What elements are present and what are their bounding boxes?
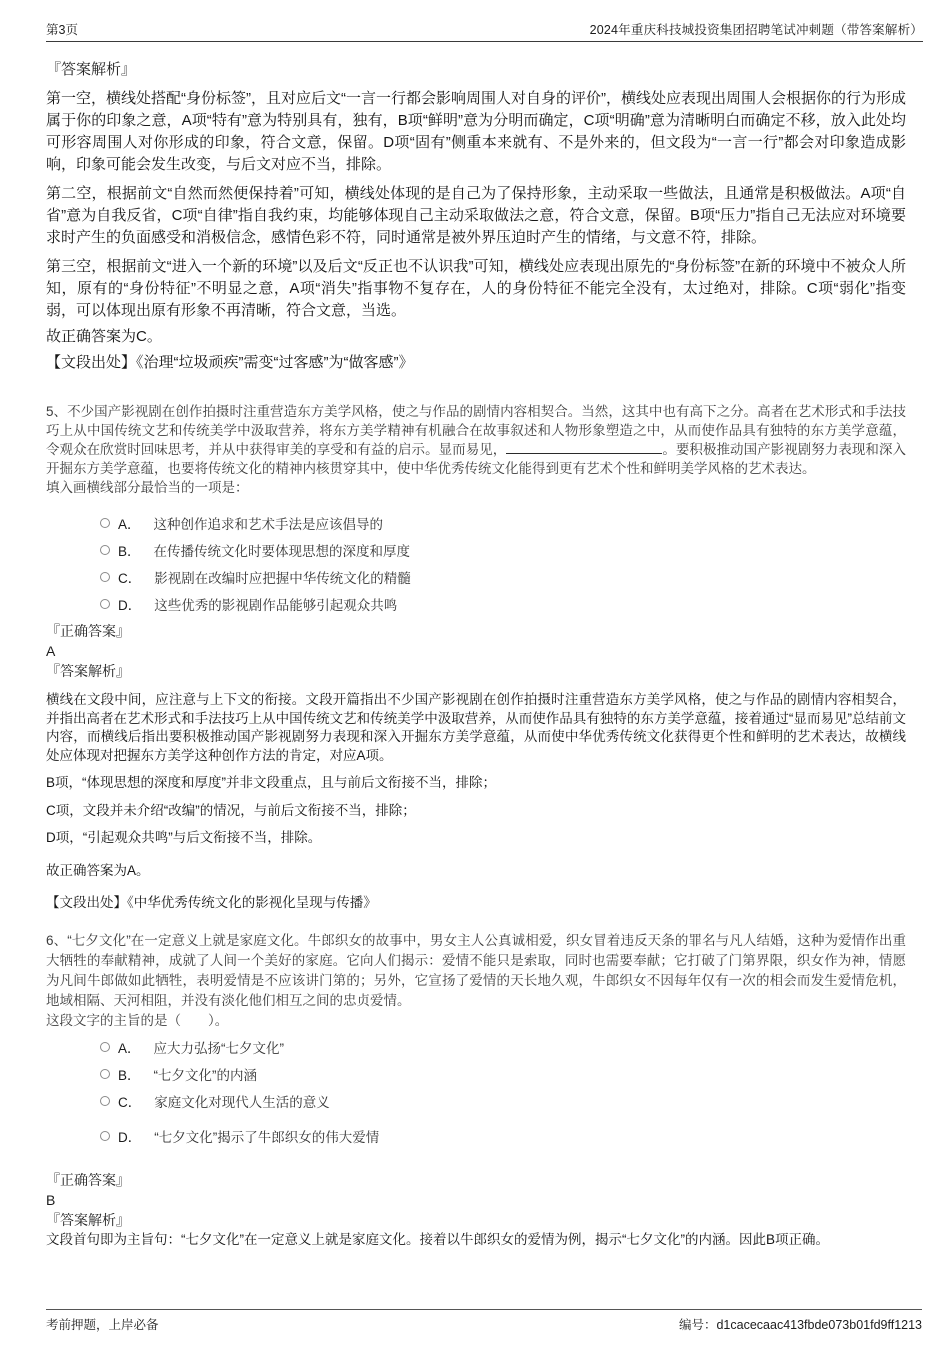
analysis-label: 『答案解析』: [46, 61, 137, 78]
option-text: 影视剧在改编时应把握中华传统文化的精髓: [154, 570, 411, 586]
option-text: 这些优秀的影视剧作品能够引起观众共鸣: [154, 597, 398, 613]
verdict-text: 故正确答案为A。: [46, 862, 150, 878]
correct-answer-value: B: [46, 1191, 56, 1208]
option-letter: B．: [118, 543, 141, 559]
question-6-option-d[interactable]: [46, 1127, 906, 1146]
option-letter: C．: [118, 570, 142, 586]
question-6-section: [46, 931, 906, 1249]
stem-text-after-blank: 。要积极推动国产影视剧努力表现和深入开掘东方美学意蕴，也要将传统文化的精神内核贯穿其中，使中华优秀传统文化能得到更有艺术个性和鲜明美学风格的艺术表达。: [46, 442, 907, 476]
option-text: 这种创作追求和艺术手法是应该倡导的: [153, 516, 384, 532]
radio-button-icon[interactable]: [100, 599, 110, 609]
option-text: 在传播传统文化时要体现思想的深度和厚度: [153, 543, 411, 559]
question-6-stem: 6、“七夕文化”在一定意义上就是家庭文化。牛郎织女的故事中，男女主人公真诚相爱，织女冒着违反天条的罪名与凡人结婚，这种为爱情作出重大牺牲的奉献精神，成就了人间一个美好的家庭。它向人们揭示：爱情不能只是索取，同时也需要奉献；它打破了门第界限，织女作为神，情愿为凡间牛郎做如此牺牲，表明爱情是不应该讲门第的；另外，它宣扬了爱情的天长地久观，牛郎织女不因每年仅有一次的相会而发生爱情危机，地域相隔、天河相阻，并没有淡化他们相互之间的忠贞爱情。: [46, 932, 906, 1008]
verdict-text: 故正确答案为C。: [46, 328, 162, 345]
radio-button-icon[interactable]: [100, 1042, 110, 1052]
question-5-section: [46, 402, 906, 913]
page-header: [46, 0, 923, 42]
footer-document-id: 编号：d1cacecaac413fbde073b01fd9ff1213: [678, 1318, 922, 1332]
analysis-label: 『答案解析』: [46, 663, 130, 679]
question-5-options: [46, 513, 906, 613]
question-6-analysis: 文段首句即为主旨句：“七夕文化”在一定意义上就是家庭文化。接着以牛郎织女的爱情为例，揭示“七夕文化”的内涵。因此B项正确。: [46, 1231, 829, 1247]
correct-answer-label: 『正确答案』: [46, 1171, 130, 1188]
correct-answer-value: A: [46, 643, 56, 659]
question-5-option-d[interactable]: [46, 594, 906, 613]
page-footer: [46, 1309, 922, 1333]
question-5-prompt: 填入画横线部分最恰当的一项是：: [46, 480, 249, 495]
option-letter: C．: [118, 1095, 142, 1110]
question-6-option-b[interactable]: [46, 1065, 906, 1084]
radio-button-icon[interactable]: [100, 1096, 110, 1106]
question-6-option-c[interactable]: [46, 1092, 906, 1111]
radio-button-icon[interactable]: [100, 572, 110, 582]
correct-answer-label: 『正确答案』: [46, 623, 130, 639]
option-text: 家庭文化对现代人生活的意义: [154, 1095, 330, 1110]
question-6-prompt: 这段文字的主旨的是（ ）。: [46, 1012, 229, 1028]
source-reference: 【文段出处】《治理“垃圾顽疾”需变“过客感”为“做客感”》: [46, 354, 414, 371]
option-letter: B．: [118, 1068, 141, 1083]
footer-slogan: 考前押题，上岸必备: [46, 1318, 159, 1332]
option-d-note: D项，“引起观众共鸣”与后文衔接不当，排除。: [46, 830, 322, 845]
option-text: “七夕文化”的内涵: [153, 1068, 258, 1083]
analysis-paragraph-2: 第二空，根据前文“自然而然便保持着”可知，横线处体现的是自己为了保持形象，主动采取一些做法，且通常是积极做法。A项“自省”意为自我反省，C项“自律”指自我约束，均能够体现自己主动采取做法之意，符合文意，保留。B项“压力”指自己无法应对环境要求时产生的负面感受和消极信念，感情色彩不符，同时通常是被外界压迫时产生的情绪，与文意不符，排除。: [46, 185, 906, 246]
page-number: 第3页: [46, 23, 78, 37]
option-letter: A．: [118, 1041, 141, 1056]
question-5-option-b[interactable]: [46, 540, 906, 559]
analysis-label: 『答案解析』: [46, 1211, 130, 1228]
option-letter: A．: [118, 516, 141, 532]
document-title: 2024年重庆科技城投资集团招聘笔试冲刺题（带答案解析）: [589, 23, 923, 37]
fill-in-blank-underline: [506, 443, 662, 454]
page-content: [0, 59, 950, 1249]
option-text: “七夕文化”揭示了牛郎织女的伟大爱情: [154, 1130, 380, 1145]
prev-question-analysis-section: [46, 59, 906, 374]
radio-button-icon[interactable]: [100, 1131, 110, 1141]
question-5-option-a[interactable]: [46, 513, 906, 532]
question-5-option-c[interactable]: [46, 567, 906, 586]
analysis-paragraph-3: 第三空，根据前文“进入一个新的环境”以及后文“反正也不认识我”可知，横线处应表现出原先的“身份标签”在新的环境中不被众人所知，原有的“身份特征”不明显之意，A项“消失”指事物不复存在，人的身份特征不能完全没有，太过绝对，排除。C项“弱化”指变弱，可以体现出原有形象不再清晰，符合文意，当选。: [46, 258, 906, 319]
analysis-paragraph-1: 第一空，横线处搭配“身份标签”，且对应后文“一言一行都会影响周围人对自身的评价”，横线处应表现出周围人会根据你的行为形成属于你的印象之意，A项“特有”意为特别具有，独有，B项“鲜明”意为分明而确定，C项“明确”意为清晰明白而确定不移，放入此处均可形容周围人对你形成的印象，符合文意，保留。D项“固有”侧重本来就有、不是外来的，但文段为“一言一行”都会对印象造成影响，印象可能会发生改变，与后文对应不当，排除。: [46, 90, 906, 173]
radio-button-icon[interactable]: [100, 518, 110, 528]
option-letter: D．: [118, 1130, 142, 1145]
question-5-analysis: 横线在文段中间，应注意与上下文的衔接。文段开篇指出不少国产影视剧在创作拍摄时注重营造东方美学风格，使之与作品的剧情内容相契合，并指出高者在艺术形式和手法技巧上从中国传统文艺和传统美学中汲取营养，从而使作品具有独特的东方美学意蕴，接着通过“显而易见”总结前文内容，而横线后指出要积极推动国产影视剧努力表现和深入开掘东方美学意蕴，从而使中华优秀传统文化获得更个性和鲜明的艺术表达，故横线处应体现对把握东方美学这种创作方法的肯定，对应A项。: [46, 692, 906, 763]
question-6-options: [46, 1038, 906, 1146]
question-6-option-a[interactable]: [46, 1038, 906, 1057]
stem-text-before-blank: 5、不少国产影视剧在创作拍摄时注重营造东方美学风格，使之与作品的剧情内容相契合。当然，这其中也有高下之分。高者在艺术形式和手法技巧上从中国传统文艺和传统美学中汲取营养，将东方美学精神有机融合在故事叙述和人物形象塑造之中，从而使作品具有独特的东方美学意蕴，令观众在欣赏时回味思考，并从中获得审美的享受和有益的启示。显而易见，: [46, 404, 906, 457]
source-reference: 【文段出处】《中华优秀传统文化的影视化呈现与传播》: [46, 895, 377, 910]
option-text: 应大力弘扬“七夕文化”: [153, 1041, 285, 1056]
option-letter: D．: [118, 597, 142, 613]
radio-button-icon[interactable]: [100, 545, 110, 555]
radio-button-icon[interactable]: [100, 1069, 110, 1079]
option-c-note: C项，文段并未介绍“改编”的情况，与前后文衔接不当，排除；: [46, 802, 416, 818]
option-b-note: B项，“体现思想的深度和厚度”并非文段重点，且与前后文衔接不当，排除；: [46, 775, 496, 790]
question-5-stem: [46, 402, 906, 478]
